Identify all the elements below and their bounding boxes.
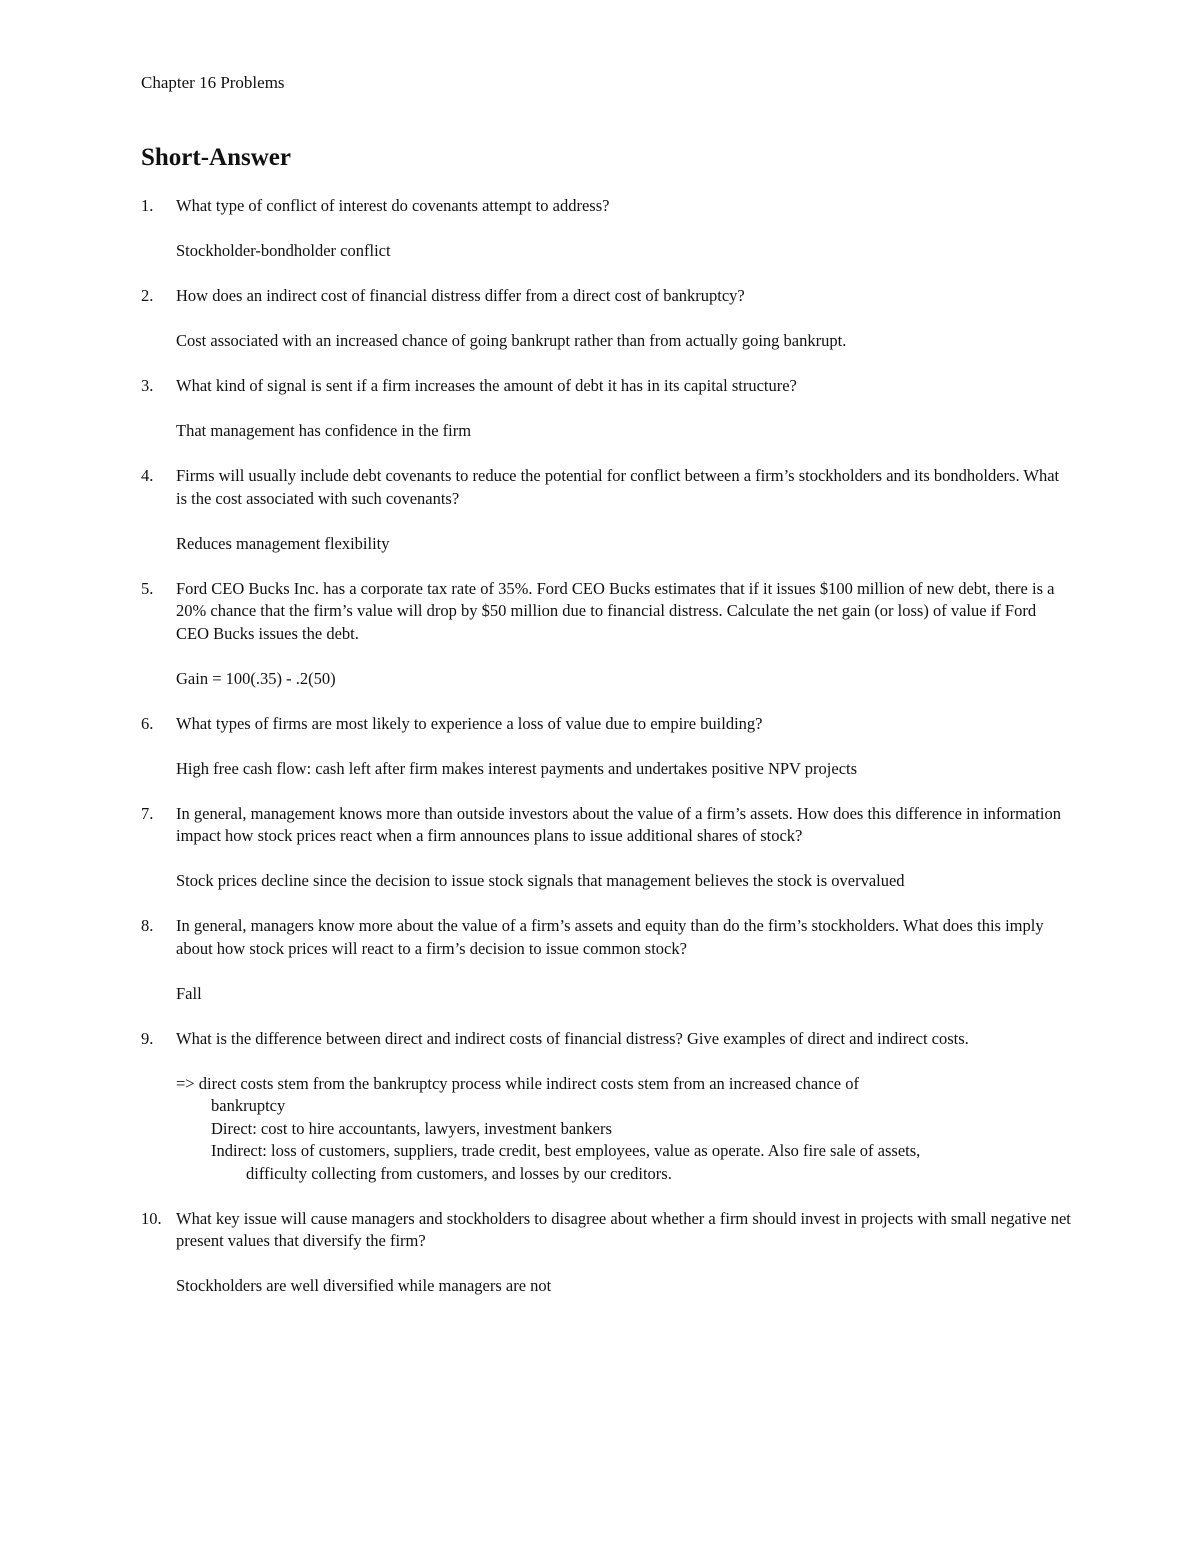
question-item	[141, 1028, 1071, 1186]
answer-block	[141, 1073, 1071, 1186]
answer-text: Stock prices decline since the decision to issue stock signals that management believes the stock is overvalued	[176, 871, 905, 890]
answer-text: Stockholder-bondholder conflict	[176, 241, 391, 260]
answer-indirect-costs-continued: difficulty collecting from customers, and losses by our creditors.	[246, 1163, 672, 1183]
question-item	[141, 578, 1071, 691]
question-number: 4.	[141, 466, 154, 485]
answer-direct-costs: Direct: cost to hire accountants, lawyers, investment bankers	[211, 1118, 612, 1138]
answer-indirect-costs: Indirect: loss of customers, suppliers, trade credit, best employees, value as operate. Also fire sale of assets,	[211, 1141, 921, 1160]
question-number: 3.	[141, 376, 154, 395]
answer-text: Fall	[176, 983, 202, 1003]
question-text: 8. In general, managers know more about the value of a firm’s assets and equity than do the firm’s stockholders. What does this imply about how stock prices will react to a firm’s decision to issue common stock?	[141, 916, 1044, 958]
question-number: 9.	[141, 1028, 154, 1048]
answer-intro-continued: bankruptcy	[211, 1096, 286, 1115]
question-text: 6. What types of firms are most likely to experience a loss of value due to empire building?	[141, 713, 1071, 736]
question-number: 10.	[141, 1208, 162, 1228]
question-text: 9. What is the difference between direct and indirect costs of financial distress? Give examples of direct and indirect costs.	[141, 1028, 1071, 1051]
question-text: 4. Firms will usually include debt covenants to reduce the potential for conflict between a firm’s stockholders and its bondholders. What is the cost associated with such covenants?	[141, 466, 1060, 508]
question-item	[141, 195, 1071, 263]
question-item	[141, 285, 1071, 353]
question-item	[141, 1208, 1071, 1298]
answer-intro: => direct costs stem from the bankruptcy process while indirect costs stem from an increased chance of	[176, 1073, 859, 1093]
question-text: 5. Ford CEO Bucks Inc. has a corporate tax rate of 35%. Ford CEO Bucks estimates that if it issues $100 million of new debt, there is a 20% chance that the firm’s value will drop by $50 million due to financial distress. Calculate the net gain (or loss) of value if Ford CEO Bucks issues the debt.	[141, 578, 1055, 643]
question-text: 1. What type of conflict of interest do covenants attempt to address?	[141, 195, 1071, 218]
question-text: 10. What key issue will cause managers and stockholders to disagree about whether a firm should invest in projects with small negative net present values that diversify the firm?	[141, 1208, 1071, 1250]
question-item	[141, 465, 1071, 555]
page-header: Chapter 16 Problems	[141, 73, 285, 92]
question-item	[141, 375, 1071, 443]
section-title: Short-Answer	[141, 144, 291, 171]
question-number: 8.	[141, 916, 154, 935]
question-item	[141, 915, 1071, 1005]
question-number: 5.	[141, 578, 154, 598]
question-number: 6.	[141, 713, 154, 733]
question-number: 1.	[141, 196, 154, 215]
question-text: 7. In general, management knows more than outside investors about the value of a firm’s assets. How does this difference in information impact how stock prices react when a firm announces plans to issue additional shares of stock?	[141, 803, 1061, 845]
question-text: 3. What kind of signal is sent if a firm increases the amount of debt it has in its capital structure?	[141, 375, 1071, 398]
question-list	[141, 195, 1071, 1298]
question-number: 7.	[141, 803, 154, 823]
answer-text: Reduces management flexibility	[176, 533, 390, 553]
answer-text: High free cash flow: cash left after firm makes interest payments and undertakes positive NPV projects	[176, 758, 858, 778]
question-item	[141, 803, 1071, 893]
question-item	[141, 713, 1071, 781]
answer-text: That management has confidence in the firm	[176, 421, 472, 440]
question-number: 2.	[141, 286, 154, 305]
question-text: 2. How does an indirect cost of financial distress differ from a direct cost of bankruptcy?	[141, 285, 1071, 308]
answer-text: Cost associated with an increased chance of going bankrupt rather than from actually going bankrupt.	[176, 331, 847, 350]
answer-text: Stockholders are well diversified while managers are not	[176, 1276, 552, 1295]
answer-text: Gain = 100(.35) - .2(50)	[176, 668, 336, 688]
